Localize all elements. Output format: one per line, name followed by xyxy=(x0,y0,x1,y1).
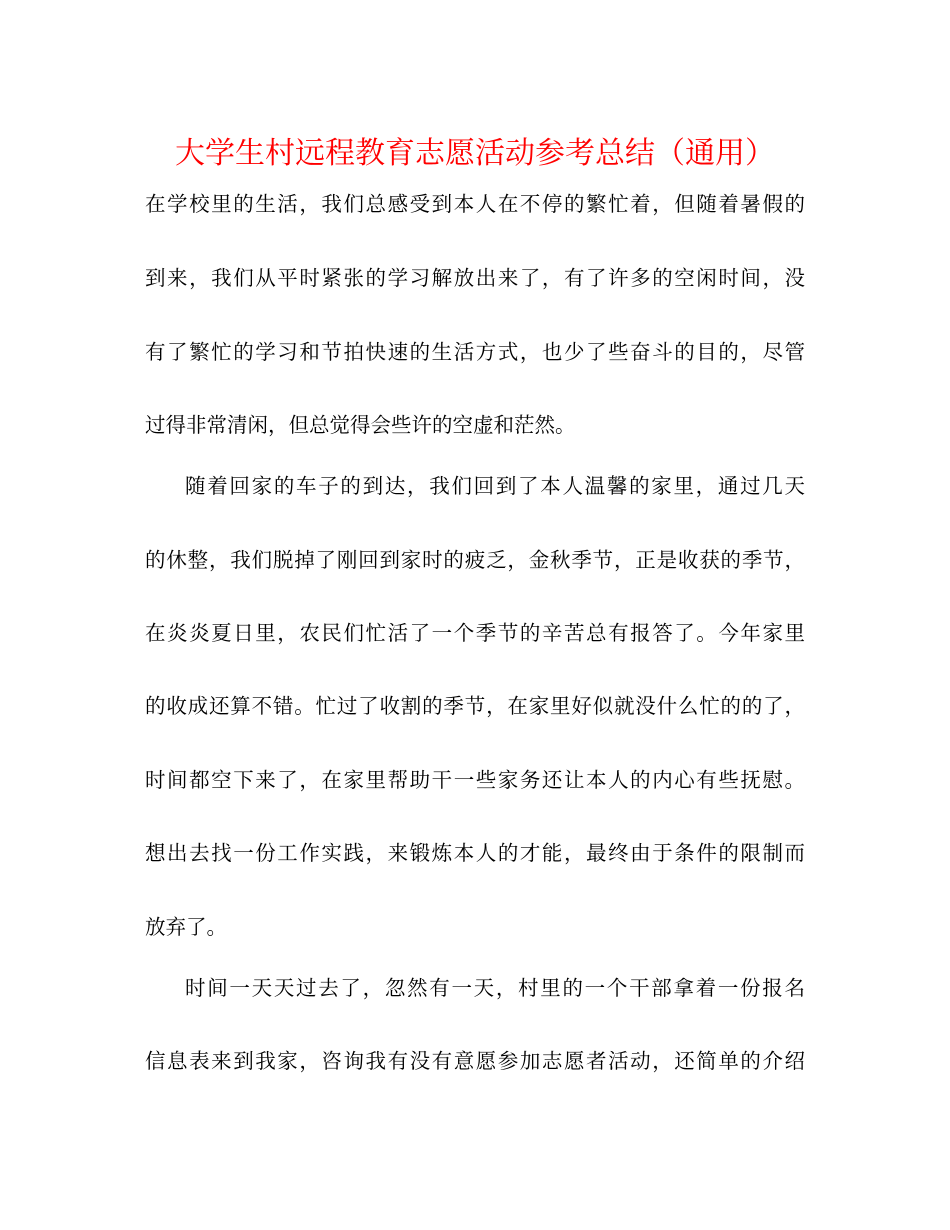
body-line-3: 有了繁忙的学习和节拍快速的生活方式，也少了些奋斗的目的，尽管 xyxy=(145,340,805,364)
body-line-13: 信息表来到我家，咨询我有没有意愿参加志愿者活动，还简单的介绍 xyxy=(145,1049,805,1073)
body-line-1: 在学校里的生活，我们总感受到本人在不停的繁忙着，但随着暑假的 xyxy=(145,192,805,216)
body-line-11: 放弃了。 xyxy=(145,915,227,939)
body-line-2: 到来，我们从平时紧张的学习解放出来了，有了许多的空闲时间，没 xyxy=(145,266,805,290)
body-line-4: 过得非常清闲，但总觉得会些许的空虚和茫然。 xyxy=(145,413,576,437)
body-line-6: 的休整，我们脱掉了刚回到家时的疲乏，金秋季节，正是收获的季节， xyxy=(145,548,805,572)
body-line-7: 在炎炎夏日里，农民们忙活了一个季节的辛苦总有报答了。今年家里 xyxy=(145,621,805,645)
body-line-10: 想出去找一份工作实践，来锻炼本人的才能，最终由于条件的限制而 xyxy=(145,841,805,865)
body-line-12: 时间一天天过去了，忽然有一天，村里的一个干部拿着一份报名 xyxy=(185,976,805,1000)
body-line-5: 随着回家的车子的到达，我们回到了本人温馨的家里，通过几天 xyxy=(185,474,805,498)
document-title: 大学生村远程教育志愿活动参考总结（通用） xyxy=(175,136,775,171)
body-line-8: 的收成还算不错。忙过了收割的季节，在家里好似就没什么忙的的了， xyxy=(145,694,805,718)
body-line-9: 时间都空下来了，在家里帮助干一些家务还让本人的内心有些抚慰。 xyxy=(145,768,805,792)
